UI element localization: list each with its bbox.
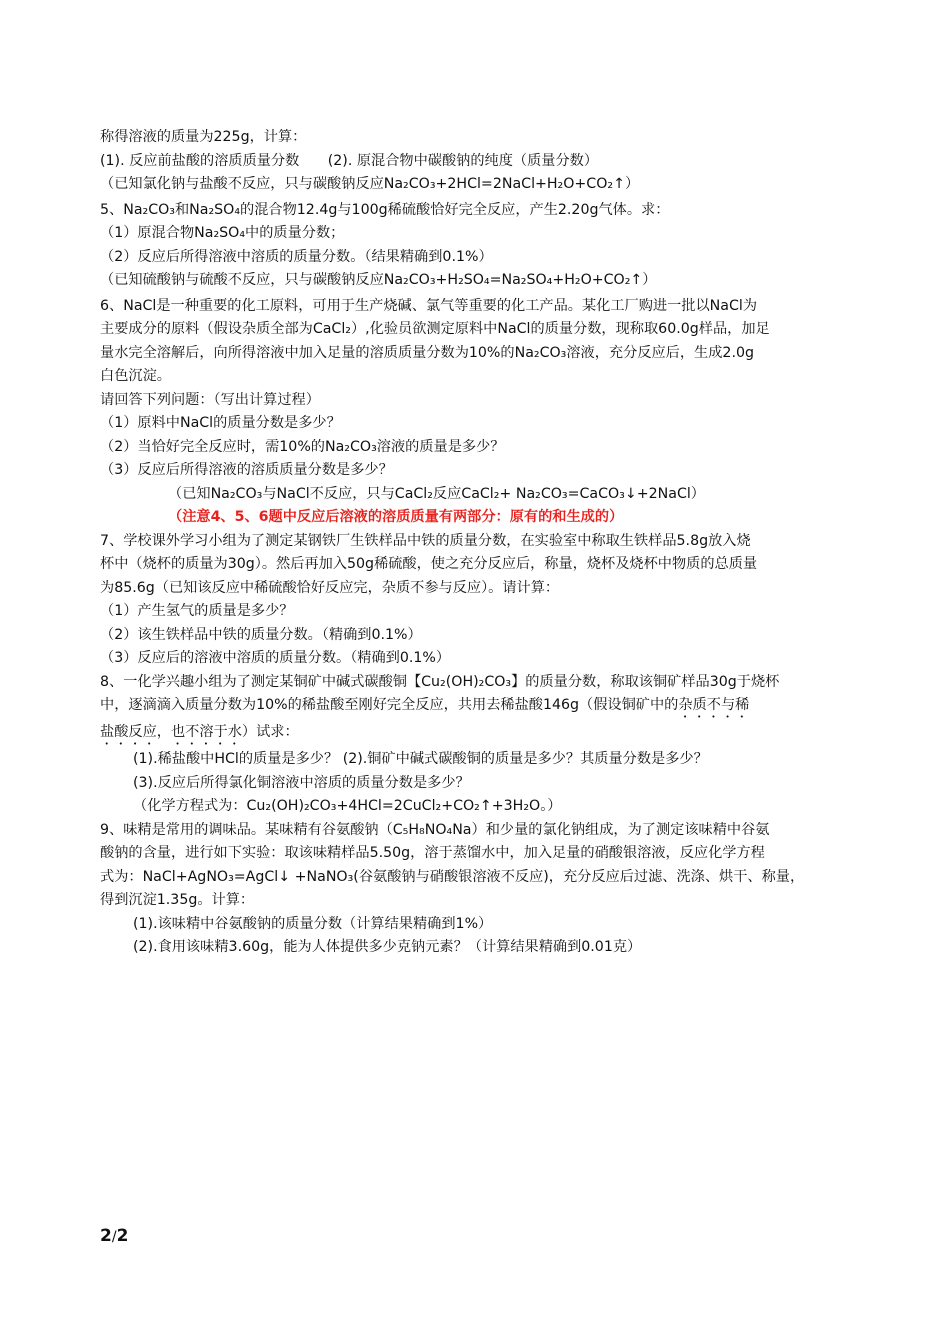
text-line: 8、一化学兴趣小组为了测定某铜矿中碱式碳酸铜【Cu₂(OH)₂CO₃】的质量分数，称取该铜矿样品30g于烧杯 bbox=[100, 673, 780, 690]
page-separator: / bbox=[111, 1229, 117, 1245]
text-line: （2）当恰好完全反应时，需10%的Na₂CO₃溶液的质量是多少？ bbox=[100, 438, 505, 455]
text-line: (1).该味精中谷氨酸钠的质量分数（计算结果精确到1%） bbox=[133, 915, 493, 932]
text-segment: 中，逐滴滴入质量分数为10%的稀盐酸至刚好完全反应，共用去稀盐酸146g（假设铜矿中的 bbox=[100, 697, 679, 713]
text-line: 量水完全溶解后，向所得溶液中加入足量的溶质质量分数为10%的Na₂CO₃溶液，充分反应后，生成2.0g bbox=[100, 344, 754, 361]
text-line bbox=[100, 721, 852, 748]
emphasized-text: 杂质不与稀 bbox=[678, 697, 750, 713]
text-line: 称得溶液的质量为225g，计算： bbox=[100, 129, 307, 145]
text-line: （化学方程式为：Cu₂(OH)₂CO₃+4HCl=2CuCl₂+CO₂↑+3H₂O。） bbox=[133, 798, 562, 814]
text-line: （1）产生氢气的质量是多少？ bbox=[100, 603, 294, 619]
text-line: 得到沉淀1.35g。计算： bbox=[100, 892, 255, 908]
page-number bbox=[100, 1226, 128, 1246]
text-line: 酸钠的含量，进行如下实验：取该味精样品5.50g，溶于蒸馏水中，加入足量的硝酸银溶液，反应化学方程 bbox=[100, 845, 765, 861]
text-line: （2）反应后所得溶液中溶质的质量分数。（结果精确到0.1%） bbox=[100, 248, 493, 265]
document-body bbox=[100, 126, 852, 960]
text-line: (3).反应后所得氯化铜溶液中溶质的质量分数是多少？ bbox=[133, 774, 470, 791]
page-current: 2 bbox=[100, 1226, 112, 1246]
text-line: 请回答下列问题：（写出计算过程） bbox=[100, 391, 320, 408]
text-line: 杯中（烧杯的质量为30g）。然后再加入50g稀硫酸，使之充分反应后，称量，烧杯及烧杯中物质的总质量 bbox=[100, 556, 758, 572]
text-line: （1）原料中NaCl的质量分数是多少？ bbox=[100, 415, 341, 431]
note-highlight: （注意4、5、6题中反应后溶液的溶质质量有两部分：原有的和生成的） bbox=[168, 509, 624, 525]
text-line: （2）该生铁样品中铁的质量分数。（精确到0.1%） bbox=[100, 626, 422, 643]
text-segment: ）试求： bbox=[241, 724, 299, 740]
text-line: (1).稀盐酸中HCl的质量是多少？ (2).铜矿中碱式碳酸铜的质量是多少？其质量分数是多少？ bbox=[133, 751, 708, 767]
text-line: 9、味精是常用的调味品。某味精有谷氨酸钠（C₅H₈NO₄Na）和少量的氯化钠组成，为了测定该味精中谷氨 bbox=[100, 821, 770, 838]
text-line: 主要成分的原料（假设杂质全部为CaCl₂）,化验员欲测定原料中NaCl的质量分数，现称取60.0g样品，加足 bbox=[100, 321, 770, 337]
text-line: 式为：NaCl+AgNO₃=AgCl↓ +NaNO₃(谷氨酸钠与硝酸银溶液不反应)，充分反应后过滤、洗涤、烘干、称量， bbox=[100, 868, 805, 885]
page-total: 2 bbox=[116, 1226, 129, 1246]
text-line: (1). 反应前盐酸的溶质质量分数 (2). 原混合物中碳酸钠的纯度（质量分数） bbox=[100, 152, 599, 169]
text-line: 6、NaCl是一种重要的化工原料，可用于生产烧碱、氯气等重要的化工产品。某化工厂购进一批以NaCl为 bbox=[100, 297, 758, 314]
text-line: 白色沉淀。 bbox=[100, 368, 171, 384]
text-line: 5、Na₂CO₃和Na₂SO₄的混合物12.4g与100g稀硫酸恰好完全反应，产生2.20g气体。求： bbox=[100, 201, 670, 218]
text-line: （已知硫酸钠与硫酸不反应，只与碳酸钠反应Na₂CO₃+H₂SO₄=Na₂SO₄+H₂O+CO₂↑） bbox=[100, 272, 657, 288]
text-line bbox=[100, 694, 852, 721]
text-line: （1）原混合物Na₂SO₄中的质量分数； bbox=[100, 225, 345, 241]
text-line: 7、学校课外学习小组为了测定某钢铁厂生铁样品中铁的质量分数，在实验室中称取生铁样品5.8g放入烧 bbox=[100, 532, 751, 549]
text-line: （3）反应后的溶液中溶质的质量分数。（精确到0.1%） bbox=[100, 650, 451, 666]
text-line: （已知Na₂CO₃与NaCl不反应，只与CaCl₂反应CaCl₂+ Na₂CO₃=CaCO₃↓+2NaCl） bbox=[168, 485, 705, 502]
text-line: （3）反应后所得溶液的溶质质量分数是多少？ bbox=[100, 462, 393, 478]
text-line: 为85.6g（已知该反应中稀硫酸恰好反应完，杂质不参与反应）。请计算： bbox=[100, 579, 560, 596]
text-line: (2).食用该味精3.60g，能为人体提供多少克钠元素？（计算结果精确到0.01克） bbox=[133, 939, 642, 955]
emphasized-text: 盐酸反应，也不溶于水 bbox=[100, 724, 242, 740]
text-line: （已知氯化钠与盐酸不反应，只与碳酸钠反应Na₂CO₃+2HCl=2NaCl+H₂O+CO₂↑） bbox=[100, 176, 640, 192]
